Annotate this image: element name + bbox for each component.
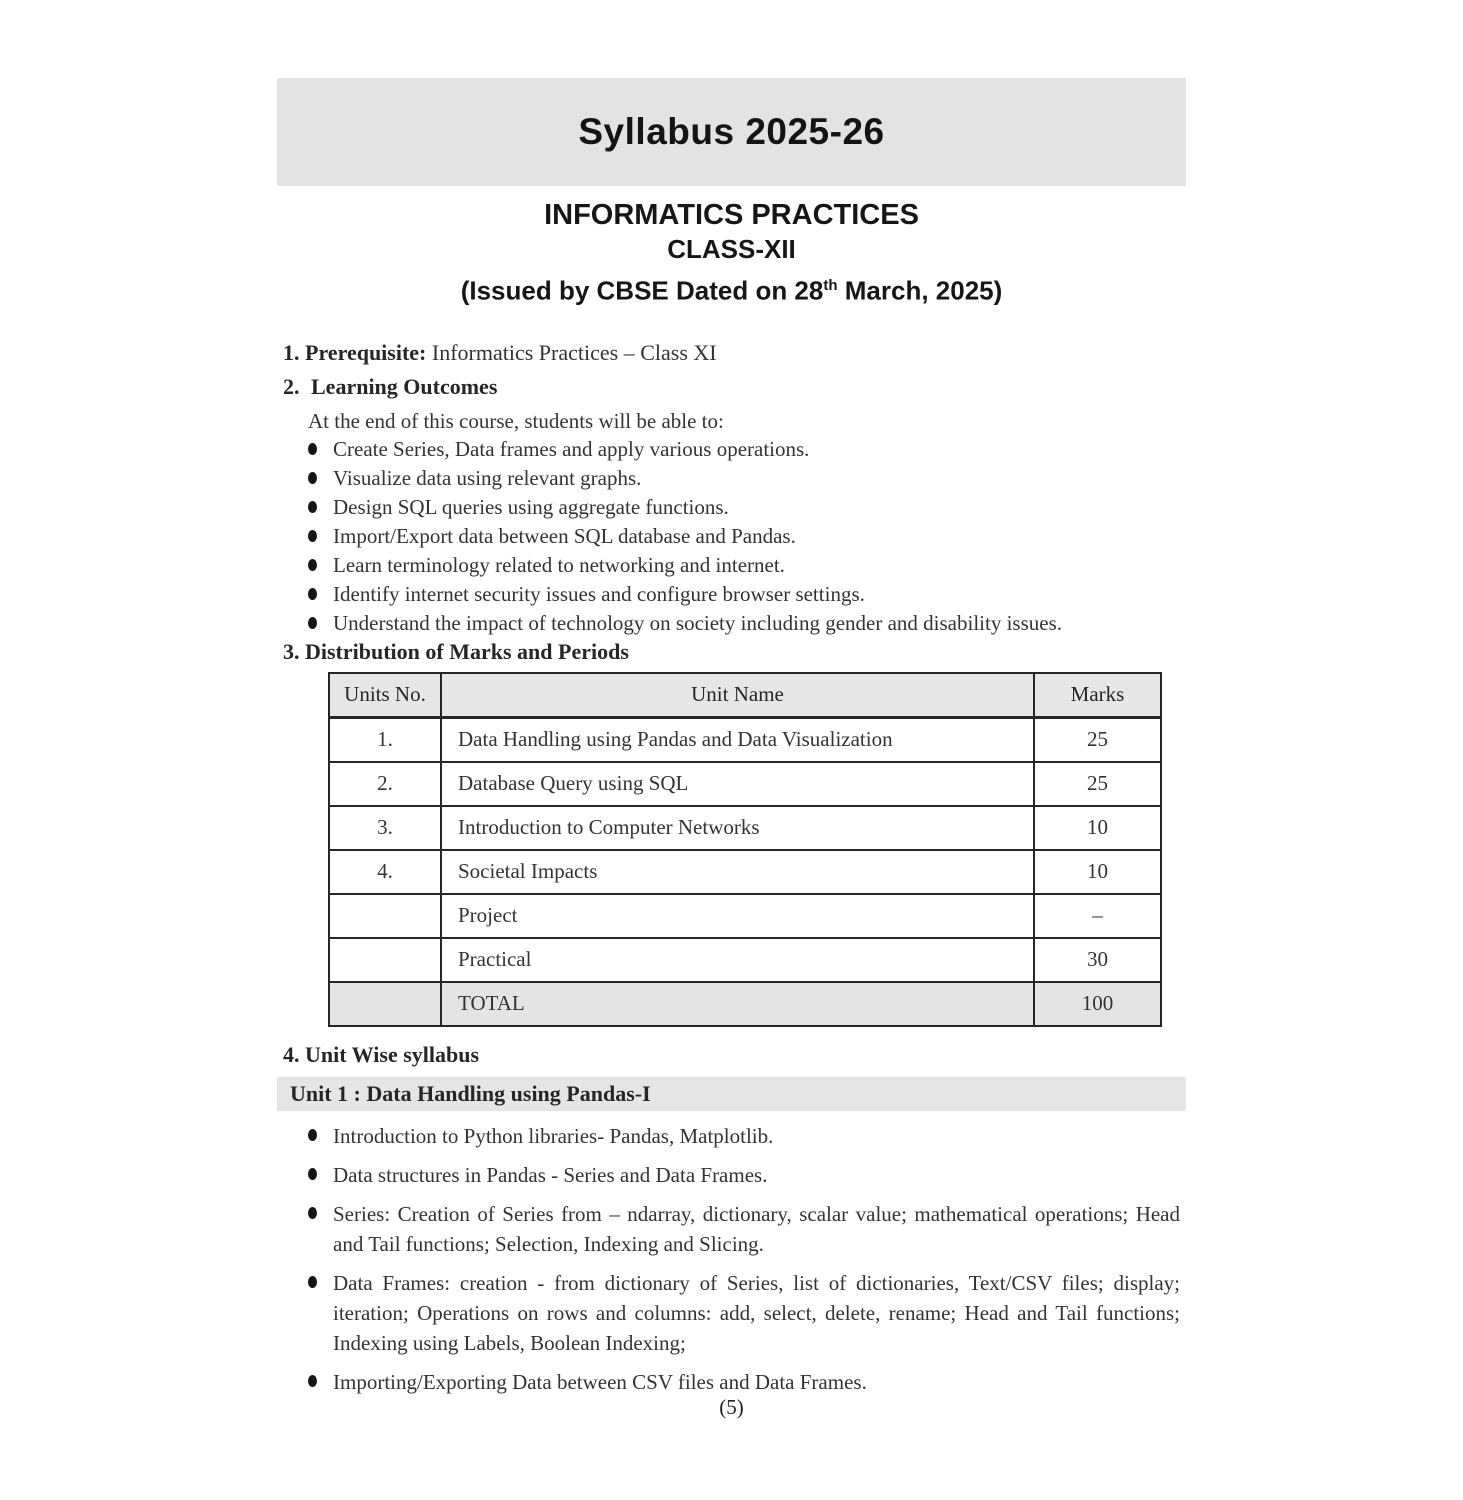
list-item-text: Data Frames: creation - from dictionary of Series, list of dictionaries, Text/CSV files; display; iteration; Operations on rows and columns: add, select, delete, rename; Head and Tail functions; Indexing using Labels, Boolean Indexing; [333, 1270, 1180, 1355]
bullet-icon [308, 1168, 317, 1180]
unit-number-cell: 4. [329, 850, 441, 894]
list-item-text: Learn terminology related to networking and internet. [333, 552, 785, 577]
table-row [329, 717, 1161, 762]
table-header-row [329, 673, 1161, 718]
unit1-heading-bar [277, 1077, 1186, 1111]
list-item [308, 1160, 1186, 1190]
issued-suffix: March, 2025) [837, 275, 1003, 306]
list-item [308, 1199, 1186, 1259]
section-label: Distribution of Marks and Periods [305, 638, 629, 664]
list-item [308, 1121, 1186, 1151]
table-row [329, 938, 1161, 982]
list-item [308, 522, 1186, 551]
learning-outcomes-intro: At the end of this course, students will be able to: [308, 408, 724, 433]
page-number: (5) [719, 1395, 744, 1419]
unit-name-cell: Practical [441, 938, 1034, 982]
table-row [329, 806, 1161, 850]
bullet-icon [308, 588, 317, 600]
unit-name-cell: Project [441, 894, 1034, 938]
table-row [329, 894, 1161, 938]
marks-cell: 25 [1034, 717, 1161, 762]
page-title: Syllabus 2025-26 [578, 111, 885, 152]
table-row [329, 850, 1161, 894]
marks-cell: 30 [1034, 938, 1161, 982]
section-prerequisite [283, 339, 1186, 367]
list-item-text: Understand the impact of technology on society including gender and disability issues. [333, 610, 1063, 635]
bullet-icon [308, 472, 317, 484]
list-item-text: Design SQL queries using aggregate functions. [333, 494, 729, 519]
marks-cell: – [1034, 894, 1161, 938]
unit1-topics-list [277, 1121, 1186, 1397]
issued-prefix: (Issued by CBSE Dated on 28 [460, 275, 824, 306]
list-item [308, 464, 1186, 493]
unit-name-cell: Societal Impacts [441, 850, 1034, 894]
list-item [308, 551, 1186, 580]
unit1-heading: Unit 1 : Data Handling using Pandas-I [290, 1080, 651, 1106]
class-title: CLASS-XII [667, 234, 796, 264]
list-item [308, 1268, 1186, 1358]
bullet-icon [308, 530, 317, 542]
bullet-icon [308, 1276, 317, 1288]
section-number: 2. [283, 373, 300, 399]
list-item-text: Data structures in Pandas - Series and Data Frames. [333, 1162, 768, 1187]
list-item [308, 580, 1186, 609]
bullet-icon [308, 1207, 317, 1219]
section-marks-distribution [283, 638, 1186, 666]
list-item-text: Series: Creation of Series from – ndarray, dictionary, scalar value; mathematical operations; Head and Tail functions; Selection, Indexing and Slicing. [333, 1201, 1180, 1256]
list-item-text: Visualize data using relevant graphs. [333, 465, 642, 490]
section-number: 1. [283, 339, 300, 365]
list-item-text: Introduction to Python libraries- Pandas, Matplotlib. [333, 1123, 774, 1148]
column-header-unit-name: Unit Name [441, 673, 1034, 718]
bullet-icon [308, 501, 317, 513]
section-label: Learning Outcomes [311, 373, 498, 399]
unit-number-cell: 2. [329, 762, 441, 806]
table-row [329, 762, 1161, 806]
total-marks-cell: 100 [1034, 982, 1161, 1026]
unit-number-cell: 3. [329, 806, 441, 850]
marks-cell: 25 [1034, 762, 1161, 806]
list-item-text: Importing/Exporting Data between CSV files and Data Frames. [333, 1369, 867, 1394]
marks-cell: 10 [1034, 850, 1161, 894]
unit-number-cell [329, 938, 441, 982]
section-number: 4. [283, 1041, 300, 1067]
column-header-units-no: Units No. [329, 673, 441, 718]
table-total-row [329, 982, 1161, 1026]
prerequisite-text: Informatics Practices – Class XI [431, 339, 717, 365]
column-header-marks: Marks [1034, 673, 1161, 718]
list-item [308, 609, 1186, 638]
section-unit-wise [283, 1041, 1186, 1069]
unit-number-cell [329, 982, 441, 1026]
marks-cell: 10 [1034, 806, 1161, 850]
unit-number-cell: 1. [329, 717, 441, 762]
section-label: Prerequisite: [305, 339, 427, 365]
marks-distribution-table [328, 672, 1162, 1027]
list-item [308, 493, 1186, 522]
unit-name-cell: Data Handling using Pandas and Data Visualization [441, 717, 1034, 762]
bullet-icon [308, 617, 317, 629]
list-item [308, 1367, 1186, 1397]
unit-name-cell: Database Query using SQL [441, 762, 1034, 806]
syllabus-banner [277, 78, 1186, 186]
unit-number-cell [329, 894, 441, 938]
total-label-cell: TOTAL [441, 982, 1034, 1026]
page-content [277, 78, 1186, 1406]
bullet-icon [308, 1375, 317, 1387]
subject-title: INFORMATICS PRACTICES [544, 199, 919, 231]
section-number: 3. [283, 638, 300, 664]
bullet-icon [308, 443, 317, 455]
learning-outcomes-list [277, 435, 1186, 638]
section-learning-outcomes [283, 373, 1186, 401]
unit-name-cell: Introduction to Computer Networks [441, 806, 1034, 850]
bullet-icon [308, 1129, 317, 1141]
list-item-text: Identify internet security issues and configure browser settings. [333, 581, 865, 606]
issued-superscript: th [823, 277, 838, 294]
list-item-text: Import/Export data between SQL database and Pandas. [333, 523, 796, 548]
list-item [308, 435, 1186, 464]
issued-line [277, 270, 1186, 307]
list-item-text: Create Series, Data frames and apply various operations. [333, 436, 810, 461]
section-label: Unit Wise syllabus [305, 1041, 480, 1067]
bullet-icon [308, 559, 317, 571]
